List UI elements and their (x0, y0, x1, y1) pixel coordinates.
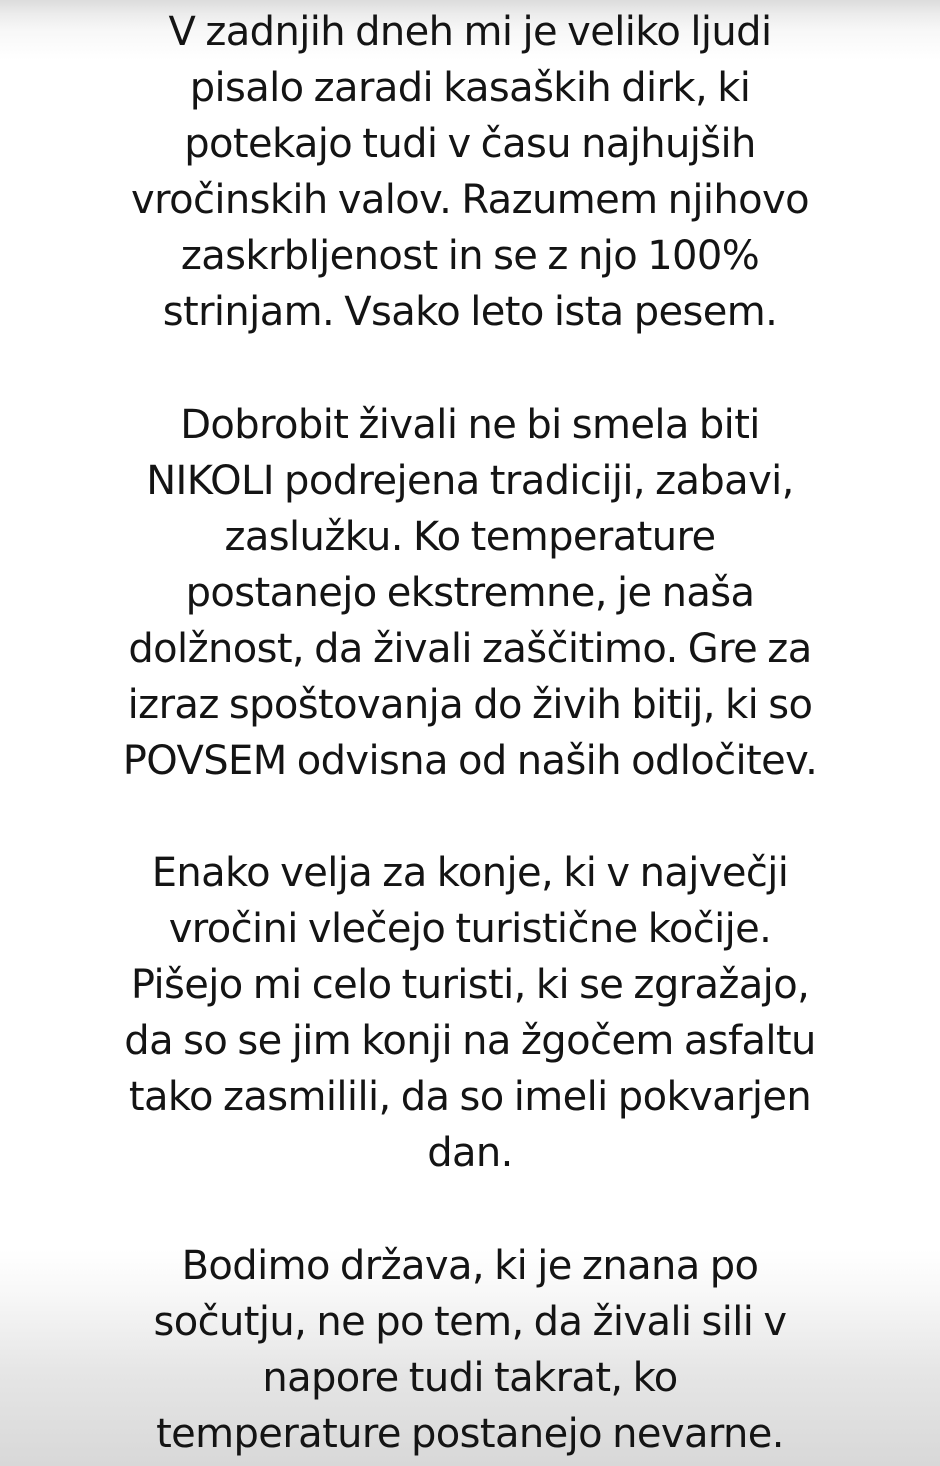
text-line: Bodimo država, ki je znana po (181, 1243, 759, 1289)
text-line: strinjam. Vsako leto ista pesem. (162, 289, 778, 335)
text-line: zaslužku. Ko temperature (224, 514, 716, 560)
text-line: izraz spoštovanja do živih bitij, ki so (127, 682, 813, 728)
text-line: napore tudi takrat, ko (262, 1355, 678, 1401)
text-line: Dobrobit živali ne bi smela biti (180, 402, 760, 448)
text-line: da so se jim konji na žgočem asfaltu (124, 1018, 816, 1064)
text-line: Enako velja za konje, ki v največji (151, 850, 789, 896)
text-line: zaskrbljenost in se z njo 100% (180, 233, 760, 279)
story-paragraph-1 (70, 4, 870, 340)
text-line: vročini vlečejo turistične kočije. (168, 906, 772, 952)
text-line: sočutju, ne po tem, da živali sili v (153, 1299, 787, 1345)
text-line: tako zasmilili, da so imeli pokvarjen (128, 1074, 812, 1120)
text-line: dolžnost, da živali zaščitimo. Gre za (128, 626, 812, 672)
text-line: vročinskih valov. Razumem njihovo (131, 177, 809, 223)
text-line: Pišejo mi celo turisti, ki se zgražajo, (130, 962, 810, 1008)
story-paragraph-3 (70, 845, 870, 1181)
text-line: pisalo zaradi kasaških dirk, ki (189, 65, 751, 111)
text-line: NIKOLI podrejena tradiciji, zabavi, (146, 458, 794, 504)
text-line: potekajo tudi v času najhujših (184, 121, 756, 167)
story-paragraph-2 (70, 397, 870, 789)
story-paragraph-4 (70, 1238, 870, 1462)
text-line: postanejo ekstremne, je naša (185, 570, 755, 616)
text-line: temperature postanejo nevarne. (156, 1411, 784, 1457)
text-line: POVSEM odvisna od naših odločitev. (122, 738, 818, 784)
text-line: dan. (427, 1130, 513, 1176)
text-line: V zadnjih dneh mi je veliko ljudi (168, 9, 772, 55)
